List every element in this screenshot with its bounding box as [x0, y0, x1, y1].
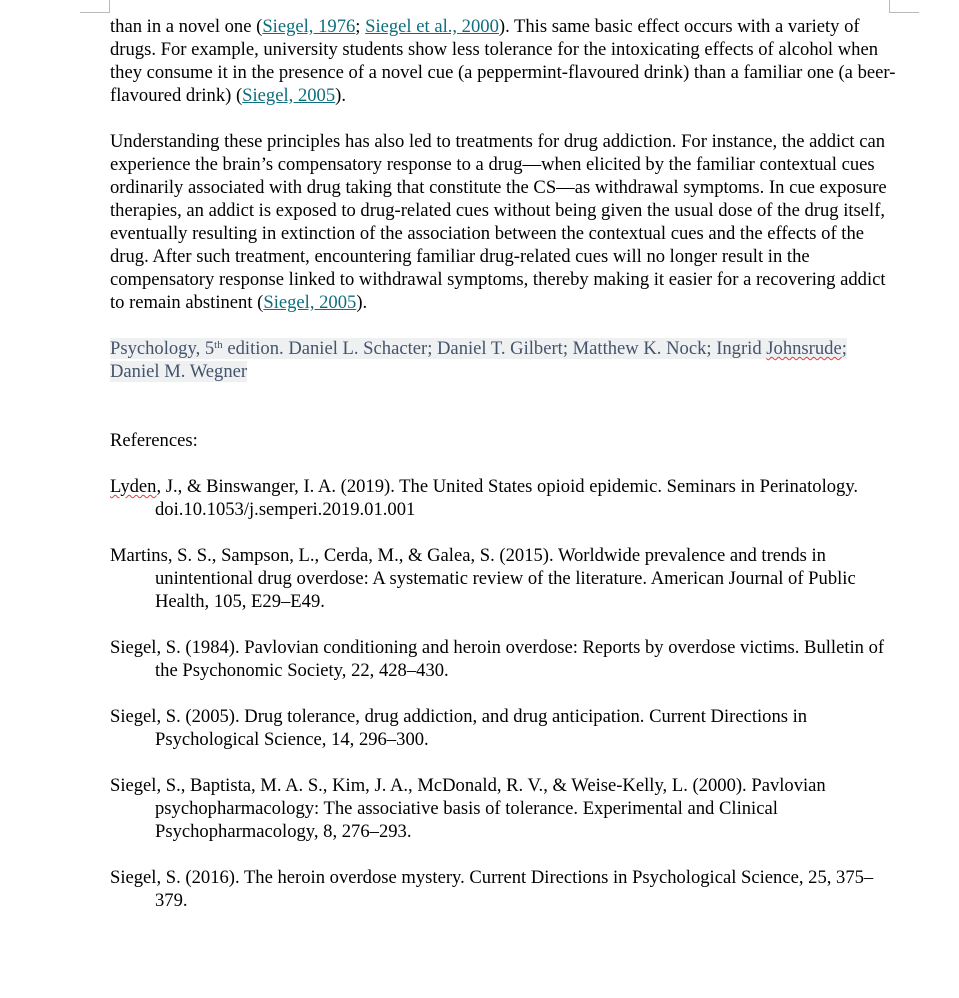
citation-link-siegel-et-al-2000[interactable]: Siegel et al., 2000: [365, 16, 499, 37]
paragraph-treatment-tail: ).: [356, 292, 368, 313]
paragraph-treatment-body: Understanding these principles has also led to treatments for drug addiction. For instance, the addict can experience the brain’s compensatory response to a drug—when elicited by the familiar contextual cues ordinarily associated with drug taking that constitute the CS—as withdrawal symptoms. In cue exposure therapies, an addict is exposed to drug-related cues without being given the usual dose of the drug itself, eventually resulting in extinction of the association between the contextual cues and the effects of the drug. After such treatment, encountering familiar drug-related cues will no longer result in the compensatory response linked to withdrawal symptoms, thereby making it easier for a recovering addict to remain abstinent (: [110, 131, 887, 313]
reference-entry-siegel-1984: Siegel, S. (1984). Pavlovian conditioning and heroin overdose: Reports by overdose victims. Bulletin of the Psychonomic Society, 22, 428–430.: [110, 637, 885, 681]
reference-entry-martins: Martins, S. S., Sampson, L., Cerda, M., & Galea, S. (2015). Worldwide prevalence and trends in unintentional drug overdose: A systematic review of the literature. American Journal of Public Health, 105, E29–E49.: [110, 545, 856, 612]
paragraph-treatment: [110, 130, 900, 314]
citation-link-siegel-2005-second[interactable]: Siegel, 2005: [263, 292, 357, 313]
source-attribution: [110, 337, 900, 383]
citation-link-siegel-1976[interactable]: Siegel, 1976: [262, 16, 356, 37]
spellcheck-flagged-author[interactable]: Lyden: [110, 476, 157, 497]
reference-entry-lyden: [110, 475, 900, 521]
reference-entry-siegel-2000: Siegel, S., Baptista, M. A. S., Kim, J. A., McDonald, R. V., & Weise-Kelly, L. (2000). Pavlovian psychopharmacology: The associative basis of tolerance. Experimental and Clinical Psychopharmacology, 8, 276–293.: [110, 775, 826, 842]
spellcheck-flagged-word[interactable]: Johnsrude: [766, 338, 842, 359]
paragraph-tolerance: [110, 15, 900, 107]
reference-entry-lyden-text: , J., & Binswanger, I. A. (2019). The United States opioid epidemic. Seminars in Perinatology. doi.10.1053/j.semperi.2019.01.001: [155, 476, 859, 520]
reference-entry-siegel-2005: Siegel, S. (2005). Drug tolerance, drug addiction, and drug anticipation. Current Directions in Psychological Science, 14, 296–300.: [110, 706, 808, 750]
reference-entry-siegel-2016: Siegel, S. (2016). The heroin overdose mystery. Current Directions in Psychological Science, 25, 375–379.: [110, 867, 874, 911]
source-attribution-highlight: [110, 338, 847, 382]
citation-link-siegel-2005[interactable]: Siegel, 2005: [242, 85, 336, 106]
paragraph-tolerance-body: ). This same basic effect occurs with a variety of drugs. For example, university students show less tolerance for the intoxicating effects of alcohol when they consume it in the presence of a novel cue (a peppermint-flavoured drink) than a familiar one (a beer-flavoured drink) (: [110, 16, 896, 106]
page-corner-mark-right: [889, 0, 919, 13]
source-book-title: Psychology, 5: [110, 338, 215, 359]
citation-separator: ;: [355, 16, 366, 37]
source-authors-end: ; Daniel M. Wegner: [110, 338, 847, 382]
source-edition-superscript: th: [214, 339, 223, 351]
page-corner-mark-left: [80, 0, 110, 13]
source-authors: edition. Daniel L. Schacter; Daniel T. Gilbert; Matthew K. Nock; Ingrid: [222, 338, 767, 359]
references-heading: References:: [110, 430, 198, 451]
paragraph-tolerance-tail: ).: [335, 85, 346, 106]
paragraph-tolerance-lead: than in a novel one (: [110, 16, 263, 37]
document-page: [110, 15, 900, 935]
